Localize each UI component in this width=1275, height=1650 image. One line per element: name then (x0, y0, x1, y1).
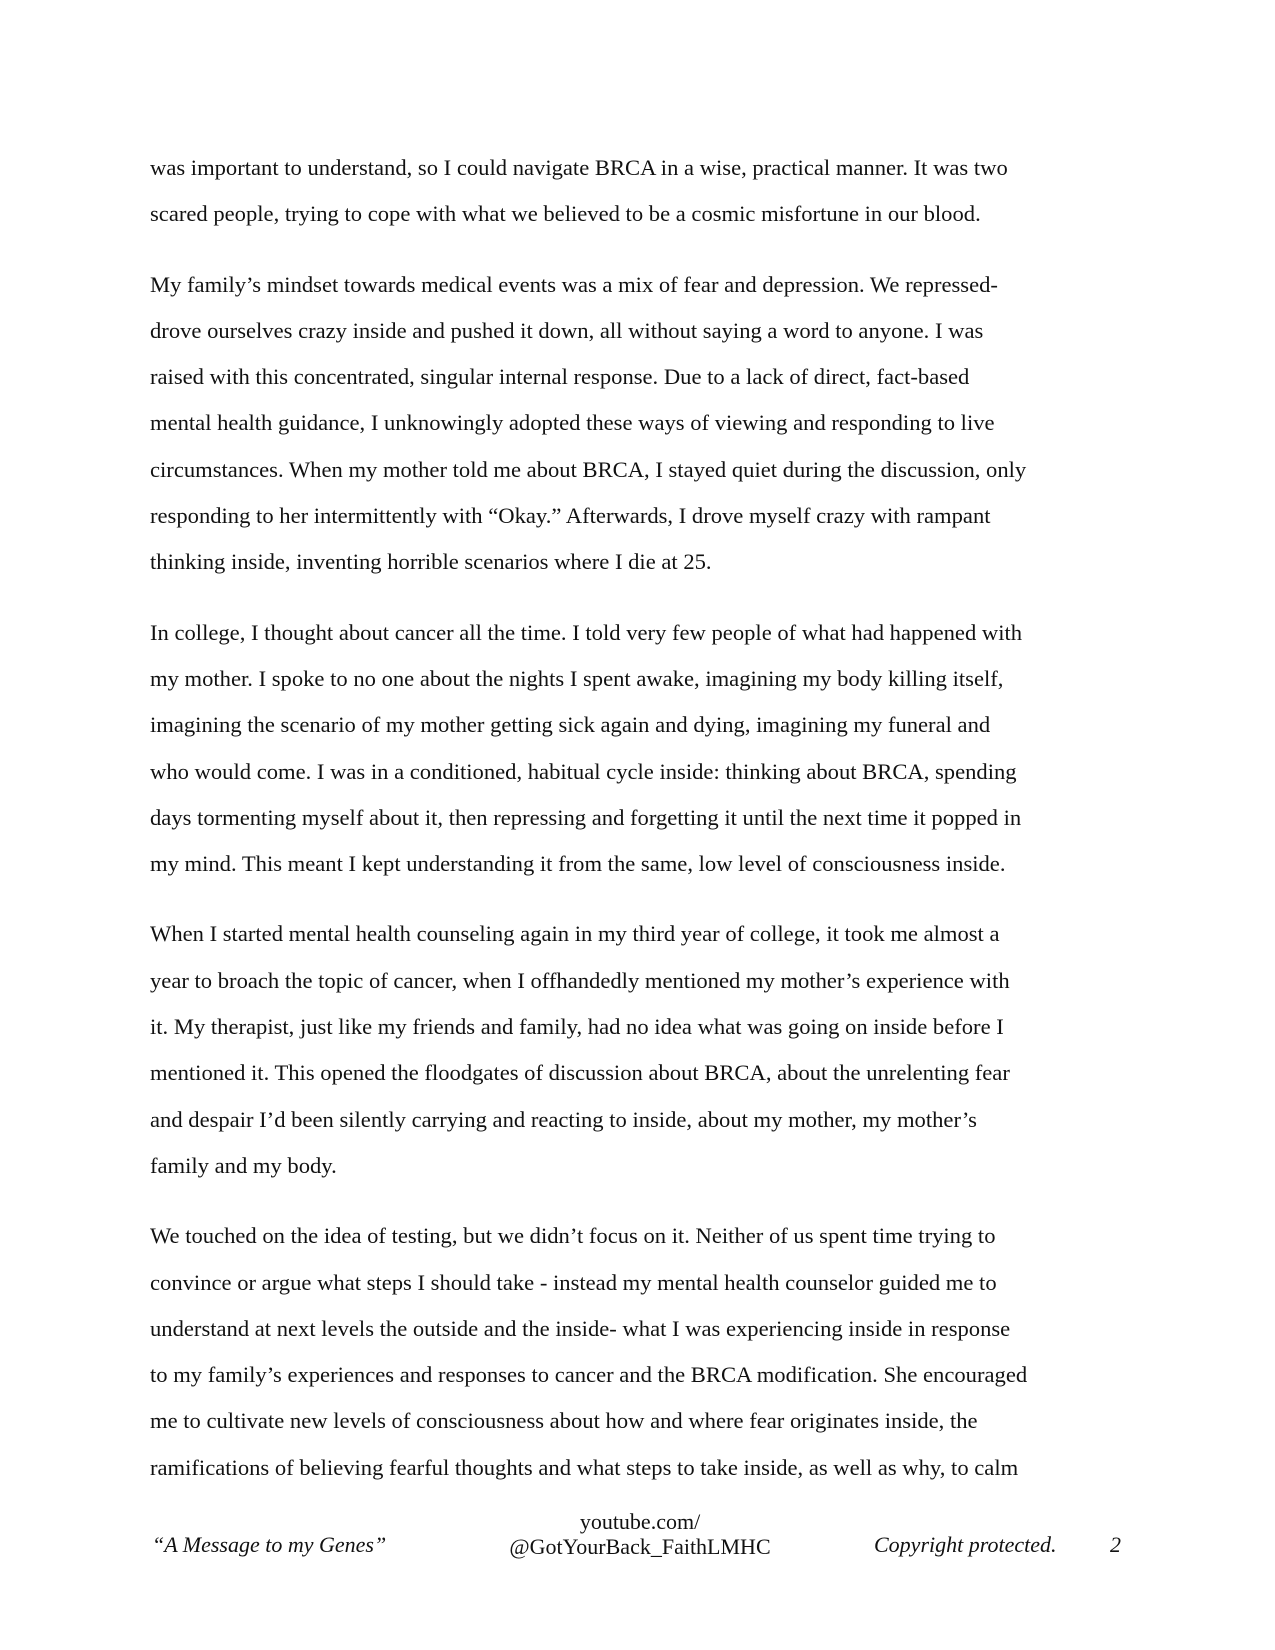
text-line: family and my body. (150, 1152, 337, 1178)
footer-copyright: Copyright protected. (874, 1532, 1057, 1557)
text-line: convince or argue what steps I should take - instead my mental health counselor guided me to (150, 1269, 997, 1295)
text-line: who would come. I was in a conditioned, habitual cycle inside: thinking about BRCA, spending (150, 758, 1017, 784)
document-body (150, 145, 1125, 1515)
text-line: ramifications of believing fearful thoughts and what steps to take inside, as well as why, to calm (150, 1454, 1019, 1480)
text-line: was important to understand, so I could navigate BRCA in a wise, practical manner. It was two (150, 155, 1008, 180)
text-line: mental health guidance, I unknowingly adopted these ways of viewing and responding to live (150, 410, 995, 436)
text-line: thinking inside, inventing horrible scenarios where I die at 25. (150, 549, 712, 575)
text-line: my mind. This meant I kept understanding it from the same, low level of consciousness inside. (150, 851, 1006, 877)
footer-link-line: youtube.com/ (579, 1509, 701, 1534)
page-footer (150, 1509, 1125, 1569)
page-number: 2 (1110, 1532, 1121, 1557)
text-line: scared people, trying to cope with what we believed to be a cosmic misfortune in our blood. (150, 201, 981, 227)
text-line: to my family’s experiences and responses to cancer and the BRCA modification. She encouraged (150, 1362, 1028, 1388)
text-line: it. My therapist, just like my friends and family, had no idea what was going on inside before I (150, 1014, 1004, 1040)
paragraph (150, 1213, 1125, 1491)
text-line: imagining the scenario of my mother getting sick again and dying, imagining my funeral and (150, 712, 991, 738)
text-line: me to cultivate new levels of consciousness about how and where fear originates inside, the (150, 1408, 978, 1434)
text-line: In college, I thought about cancer all the time. I told very few people of what had happened with (150, 619, 1023, 645)
paragraph (150, 610, 1125, 888)
footer-link-line: @GotYourBack_FaithLMHC (509, 1534, 771, 1559)
text-line: understand at next levels the outside and the inside- what I was experiencing inside in response (150, 1315, 1011, 1341)
text-line: My family’s mindset towards medical events was a mix of fear and depression. We repressed- (150, 271, 998, 297)
text-line: When I started mental health counseling again in my third year of college, it took me almost a (150, 921, 1000, 947)
text-line: responding to her intermittently with “Okay.” Afterwards, I drove myself crazy with rampant (150, 503, 991, 529)
footer-title: “A Message to my Genes” (152, 1532, 387, 1557)
text-line: my mother. I spoke to no one about the nights I spent awake, imagining my body killing itself, (150, 665, 1004, 691)
paragraph (150, 145, 1125, 238)
text-line: days tormenting myself about it, then repressing and forgetting it until the next time it popped in (150, 804, 1022, 830)
paragraph (150, 911, 1125, 1189)
text-line: circumstances. When my mother told me about BRCA, I stayed quiet during the discussion, only (150, 456, 1027, 482)
paragraph (150, 262, 1125, 586)
text-line: year to broach the topic of cancer, when I offhandedly mentioned my mother’s experience with (150, 967, 1010, 993)
text-line: We touched on the idea of testing, but we didn’t focus on it. Neither of us spent time trying to (150, 1223, 996, 1249)
footer-channel-link (490, 1509, 790, 1559)
text-line: drove ourselves crazy inside and pushed it down, all without saying a word to anyone. I was (150, 317, 984, 343)
text-line: mentioned it. This opened the floodgates of discussion about BRCA, about the unrelenting fear (150, 1060, 1010, 1086)
text-line: raised with this concentrated, singular internal response. Due to a lack of direct, fact-based (150, 364, 970, 390)
text-line: and despair I’d been silently carrying and reacting to inside, about my mother, my mother’s (150, 1106, 977, 1132)
